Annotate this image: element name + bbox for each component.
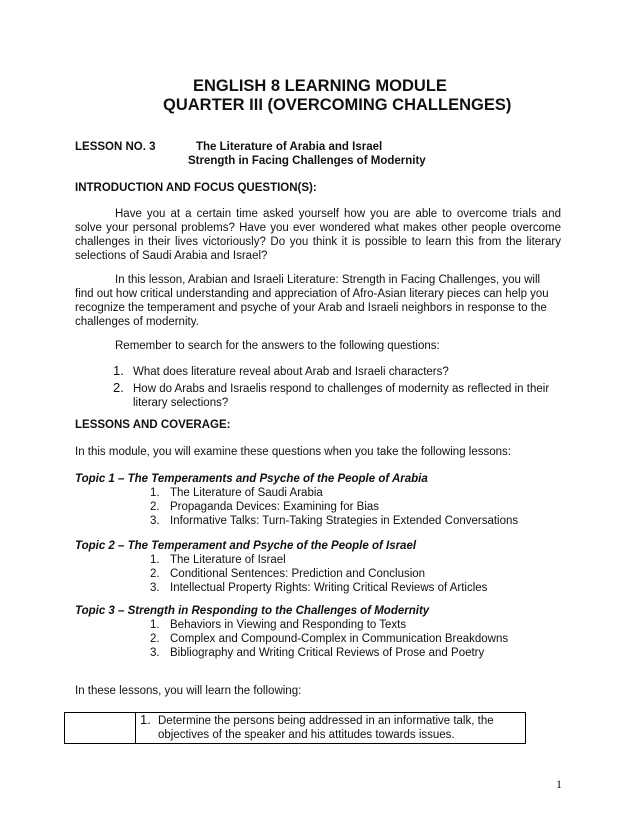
learn-intro-text: In these lessons, you will learn the following: (75, 685, 302, 697)
page-number: 1 (556, 777, 562, 791)
table-cell (136, 713, 526, 744)
topic-2-title: Topic 2 – The Temperament and Psyche of the People of Israel (75, 540, 417, 552)
list-item: 1. The Literature of Saudi Arabia (150, 487, 323, 499)
table-cell (65, 713, 136, 744)
intro-paragraph-1: Have you at a certain time asked yourself how you are able to overcome trials and solve your personal problems? Have you ever wondered what makes other people overcome challenges in their lives victoriously? Do you think it is possible to learn this from the literary selections of Saudi Arabia and Israel? (75, 208, 561, 262)
intro-heading: INTRODUCTION AND FOCUS QUESTION(S): (75, 182, 317, 194)
list-item: 2. Conditional Sentences: Prediction and Conclusion (150, 568, 426, 580)
module-title: ENGLISH 8 LEARNING MODULE (193, 77, 447, 95)
list-item: 1. Determine the persons being addressed in an informative talk, the objectives of the speaker and his attitudes towards issues. (140, 712, 494, 741)
topic-2-list (150, 553, 487, 595)
objectives-table (64, 712, 526, 744)
topic-1-title: Topic 1 – The Temperaments and Psyche of the People of Arabia (75, 473, 428, 485)
list-item: 2. Propaganda Devices: Examining for Bias (150, 501, 380, 513)
list-item: 3. Bibliography and Writing Critical Reviews of Prose and Poetry (150, 647, 485, 659)
list-item: 1. What does literature reveal about Arab and Israeli characters? (113, 363, 449, 378)
lesson-number: LESSON NO. 3 (75, 141, 156, 153)
topic-1-list (150, 486, 518, 528)
table-row (65, 713, 526, 744)
list-item: 2. How do Arabs and Israelis respond to challenges of modernity as reflected in their literary selections? (113, 380, 550, 409)
list-item: 2. Complex and Compound-Complex in Communication Breakdowns (150, 633, 509, 645)
list-item: 1. The Literature of Israel (150, 554, 286, 566)
lesson-title: The Literature of Arabia and Israel (196, 141, 383, 153)
lesson-subtitle: Strength in Facing Challenges of Modernity (188, 155, 426, 167)
intro-paragraph-3: Remember to search for the answers to the following questions: (115, 340, 440, 352)
coverage-text: In this module, you will examine these questions when you take the following lessons: (75, 446, 511, 458)
list-item: 3. Intellectual Property Rights: Writing Critical Reviews of Articles (150, 582, 488, 594)
intro-paragraph-2: In this lesson, Arabian and Israeli Literature: Strength in Facing Challenges, you will find out how critical understanding and appreciation of Afro-Asian literary pieces can help you recognize the temperament and psyche of your Arab and Israeli neighbors in response to the challenges of modernity. (75, 274, 549, 328)
topic-3-list (150, 618, 508, 660)
list-item: 3. Informative Talks: Turn-Taking Strategies in Extended Conversations (150, 515, 519, 527)
coverage-heading: LESSONS AND COVERAGE: (75, 419, 231, 431)
quarter-title: QUARTER III (OVERCOMING CHALLENGES) (163, 96, 512, 114)
list-item: 1. Behaviors in Viewing and Responding to Texts (150, 619, 407, 631)
focus-questions-list (113, 365, 553, 410)
topic-3-title: Topic 3 – Strength in Responding to the Challenges of Modernity (75, 605, 430, 617)
